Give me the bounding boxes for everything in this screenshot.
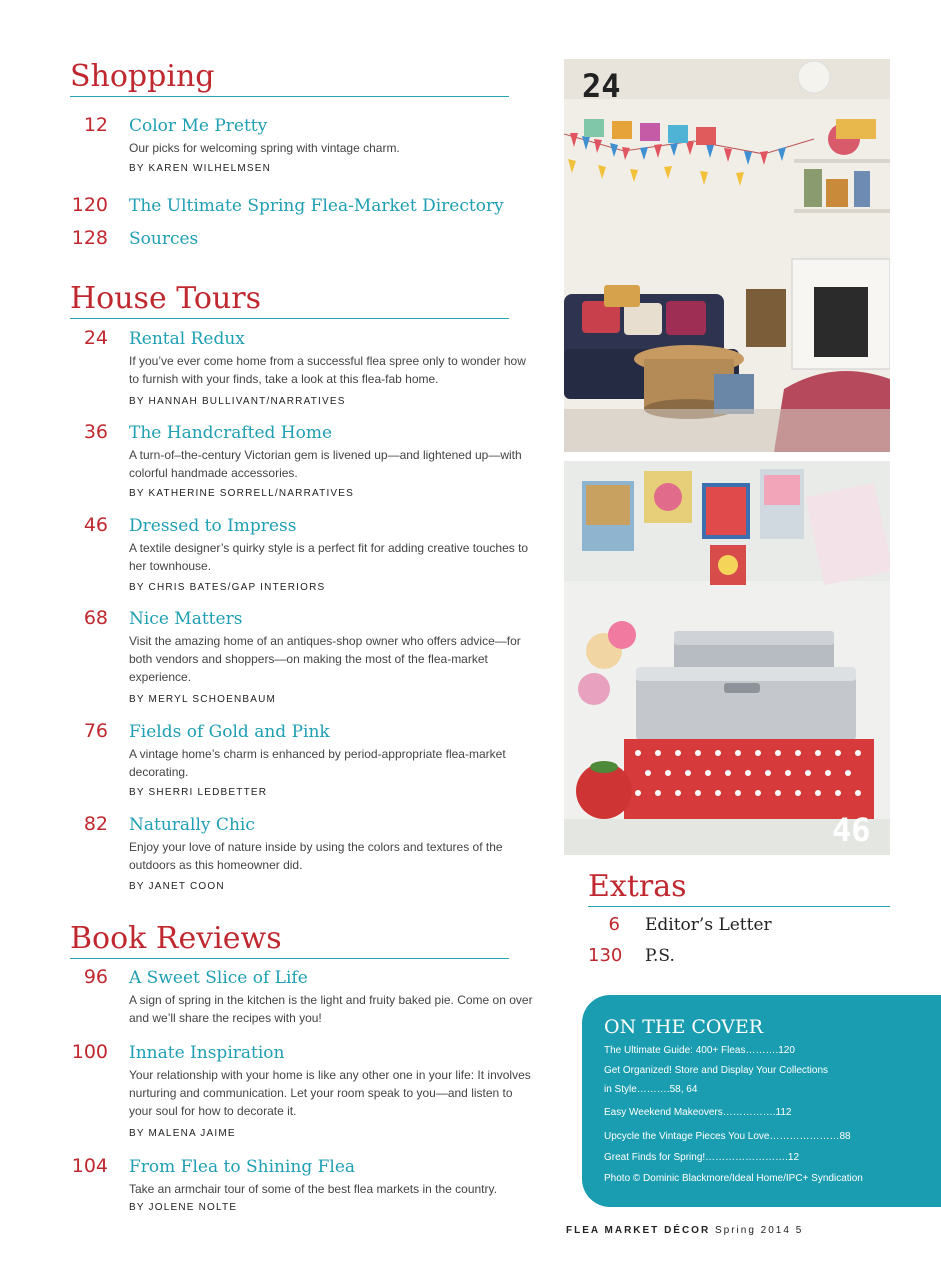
entry-description: A textile designer’s quirky style is a perfect fit for adding creative touches to her townhouse.: [129, 541, 529, 573]
page-number: 6: [608, 914, 620, 935]
cover-line: in Style……….58, 64: [604, 1084, 698, 1095]
toc-entry[interactable]: [70, 420, 530, 504]
section-heading-extras: Extras: [588, 868, 890, 907]
page-number: 82: [83, 813, 108, 835]
toc-entry[interactable]: [70, 719, 530, 803]
living-room-photo[interactable]: [564, 59, 890, 452]
entry-description: A turn-of–the-century Victorian gem is livened up—and lightened up—with colorful handmade accessories.: [129, 448, 522, 480]
cover-line: Great Finds for Spring!…………………….12: [604, 1152, 800, 1163]
page-number: 68: [83, 607, 108, 629]
entry-title[interactable]: The Handcrafted Home: [129, 423, 333, 443]
cover-line: The Ultimate Guide: 400+ Fleas……….120: [604, 1045, 795, 1056]
entry-title[interactable]: Dressed to Impress: [129, 516, 297, 536]
toc-entry[interactable]: [70, 326, 530, 410]
entry-description: Take an armchair tour of some of the best flea markets in the country.: [129, 1182, 497, 1196]
toc-entry[interactable]: [70, 812, 530, 896]
entry-title[interactable]: Sources: [129, 229, 199, 249]
toc-entry[interactable]: [588, 944, 888, 970]
entry-title[interactable]: Naturally Chic: [129, 815, 255, 835]
entry-byline: BY SHERRI LEDBETTER: [129, 787, 268, 798]
suitcases-illustration: [564, 461, 890, 855]
entry-title[interactable]: A Sweet Slice of Life: [129, 968, 308, 988]
cover-heading: ON THE COVER: [604, 1016, 764, 1038]
page-number: 120: [71, 194, 108, 216]
cover-line: Easy Weekend Makeovers…………….112: [604, 1107, 792, 1118]
magazine-name: FLEA MARKET DÉCOR: [566, 1225, 711, 1236]
entry-description: Enjoy your love of nature inside by using the colors and textures of the outdoors as this homeowner did.: [129, 840, 503, 872]
entry-byline: BY CHRIS BATES/GAP INTERIORS: [129, 582, 326, 593]
entry-description: Visit the amazing home of an antiques-shop owner who offers advice—for both vendors and shoppers—on making the most of the flea-market experience.: [129, 634, 521, 684]
living-room-illustration: [564, 59, 890, 452]
section-heading-book-reviews: Book Reviews: [70, 920, 509, 959]
page-number: 96: [83, 966, 108, 988]
on-the-cover-box: [582, 995, 941, 1207]
toc-entry[interactable]: [70, 1040, 530, 1144]
entry-byline: BY KAREN WILHELMSEN: [129, 163, 272, 174]
photo-page-number: 46: [832, 811, 871, 849]
entry-byline: BY JANET COON: [129, 881, 225, 892]
section-heading-shopping: Shopping: [70, 58, 509, 97]
folio-page-number: 5: [795, 1225, 804, 1236]
section-heading-house-tours: House Tours: [70, 280, 509, 319]
entry-description: A vintage home’s charm is enhanced by period-appropriate flea-market decorating.: [129, 747, 506, 779]
toc-entry[interactable]: [70, 193, 530, 219]
page-number: 104: [71, 1155, 108, 1177]
page-number: 76: [83, 720, 108, 742]
cover-line: Get Organized! Store and Display Your Collections: [604, 1065, 829, 1076]
page-footer: [566, 1225, 803, 1236]
page-number: 130: [588, 945, 623, 966]
entry-description: A sign of spring in the kitchen is the light and fruity baked pie. Come on over and we’ll share the recipes with you!: [129, 993, 533, 1025]
toc-entry[interactable]: [70, 965, 533, 1031]
cover-line: Upcycle the Vintage Pieces You Love…………………88: [604, 1131, 851, 1142]
entry-byline: BY KATHERINE SORRELL/NARRATIVES: [129, 488, 355, 499]
page-number: 12: [83, 114, 108, 136]
entry-byline: BY JOLENE NOLTE: [129, 1202, 238, 1213]
entry-byline: BY HANNAH BULLIVANT/NARRATIVES: [129, 396, 346, 407]
cover-line: Photo © Dominic Blackmore/Ideal Home/IPC+ Syndication: [604, 1173, 863, 1184]
entry-title[interactable]: From Flea to Shining Flea: [129, 1157, 356, 1177]
toc-entry[interactable]: [70, 1154, 530, 1220]
entry-byline: BY MALENA JAIME: [129, 1128, 236, 1139]
entry-description: If you’ve ever come home from a successful flea spree only to wonder how to furnish with your finds, take a look at this flea-fab home.: [129, 354, 526, 386]
entry-title[interactable]: Editor’s Letter: [645, 915, 772, 935]
entry-description: Our picks for welcoming spring with vintage charm.: [129, 141, 400, 155]
page-number: 24: [83, 327, 108, 349]
entry-title[interactable]: Nice Matters: [129, 609, 243, 629]
entry-description: Your relationship with your home is like any other one in your life: It involves nurturing and communication. Let your room speak to you—and listen to your soul for how to decorate it.: [129, 1068, 531, 1118]
entry-title[interactable]: P.S.: [645, 946, 675, 966]
entry-title[interactable]: Color Me Pretty: [129, 116, 268, 136]
entry-byline: BY MERYL SCHOENBAUM: [129, 694, 277, 705]
toc-entry[interactable]: [70, 513, 530, 597]
issue-date: Spring 2014: [714, 1225, 791, 1236]
page-number: 46: [83, 514, 108, 536]
toc-entry[interactable]: [588, 913, 888, 939]
toc-entry[interactable]: [70, 226, 530, 252]
toc-entry[interactable]: [70, 606, 530, 708]
entry-title[interactable]: Rental Redux: [129, 329, 245, 349]
page-number: 36: [83, 421, 108, 443]
entry-title[interactable]: The Ultimate Spring Flea-Market Directory: [129, 196, 504, 216]
photo-page-number: 24: [582, 67, 621, 105]
page-number: 100: [71, 1041, 108, 1063]
entry-title[interactable]: Innate Inspiration: [129, 1043, 285, 1063]
suitcases-photo[interactable]: [564, 461, 890, 855]
page-number: 128: [71, 227, 108, 249]
toc-entry[interactable]: [70, 113, 530, 177]
entry-title[interactable]: Fields of Gold and Pink: [129, 722, 330, 742]
